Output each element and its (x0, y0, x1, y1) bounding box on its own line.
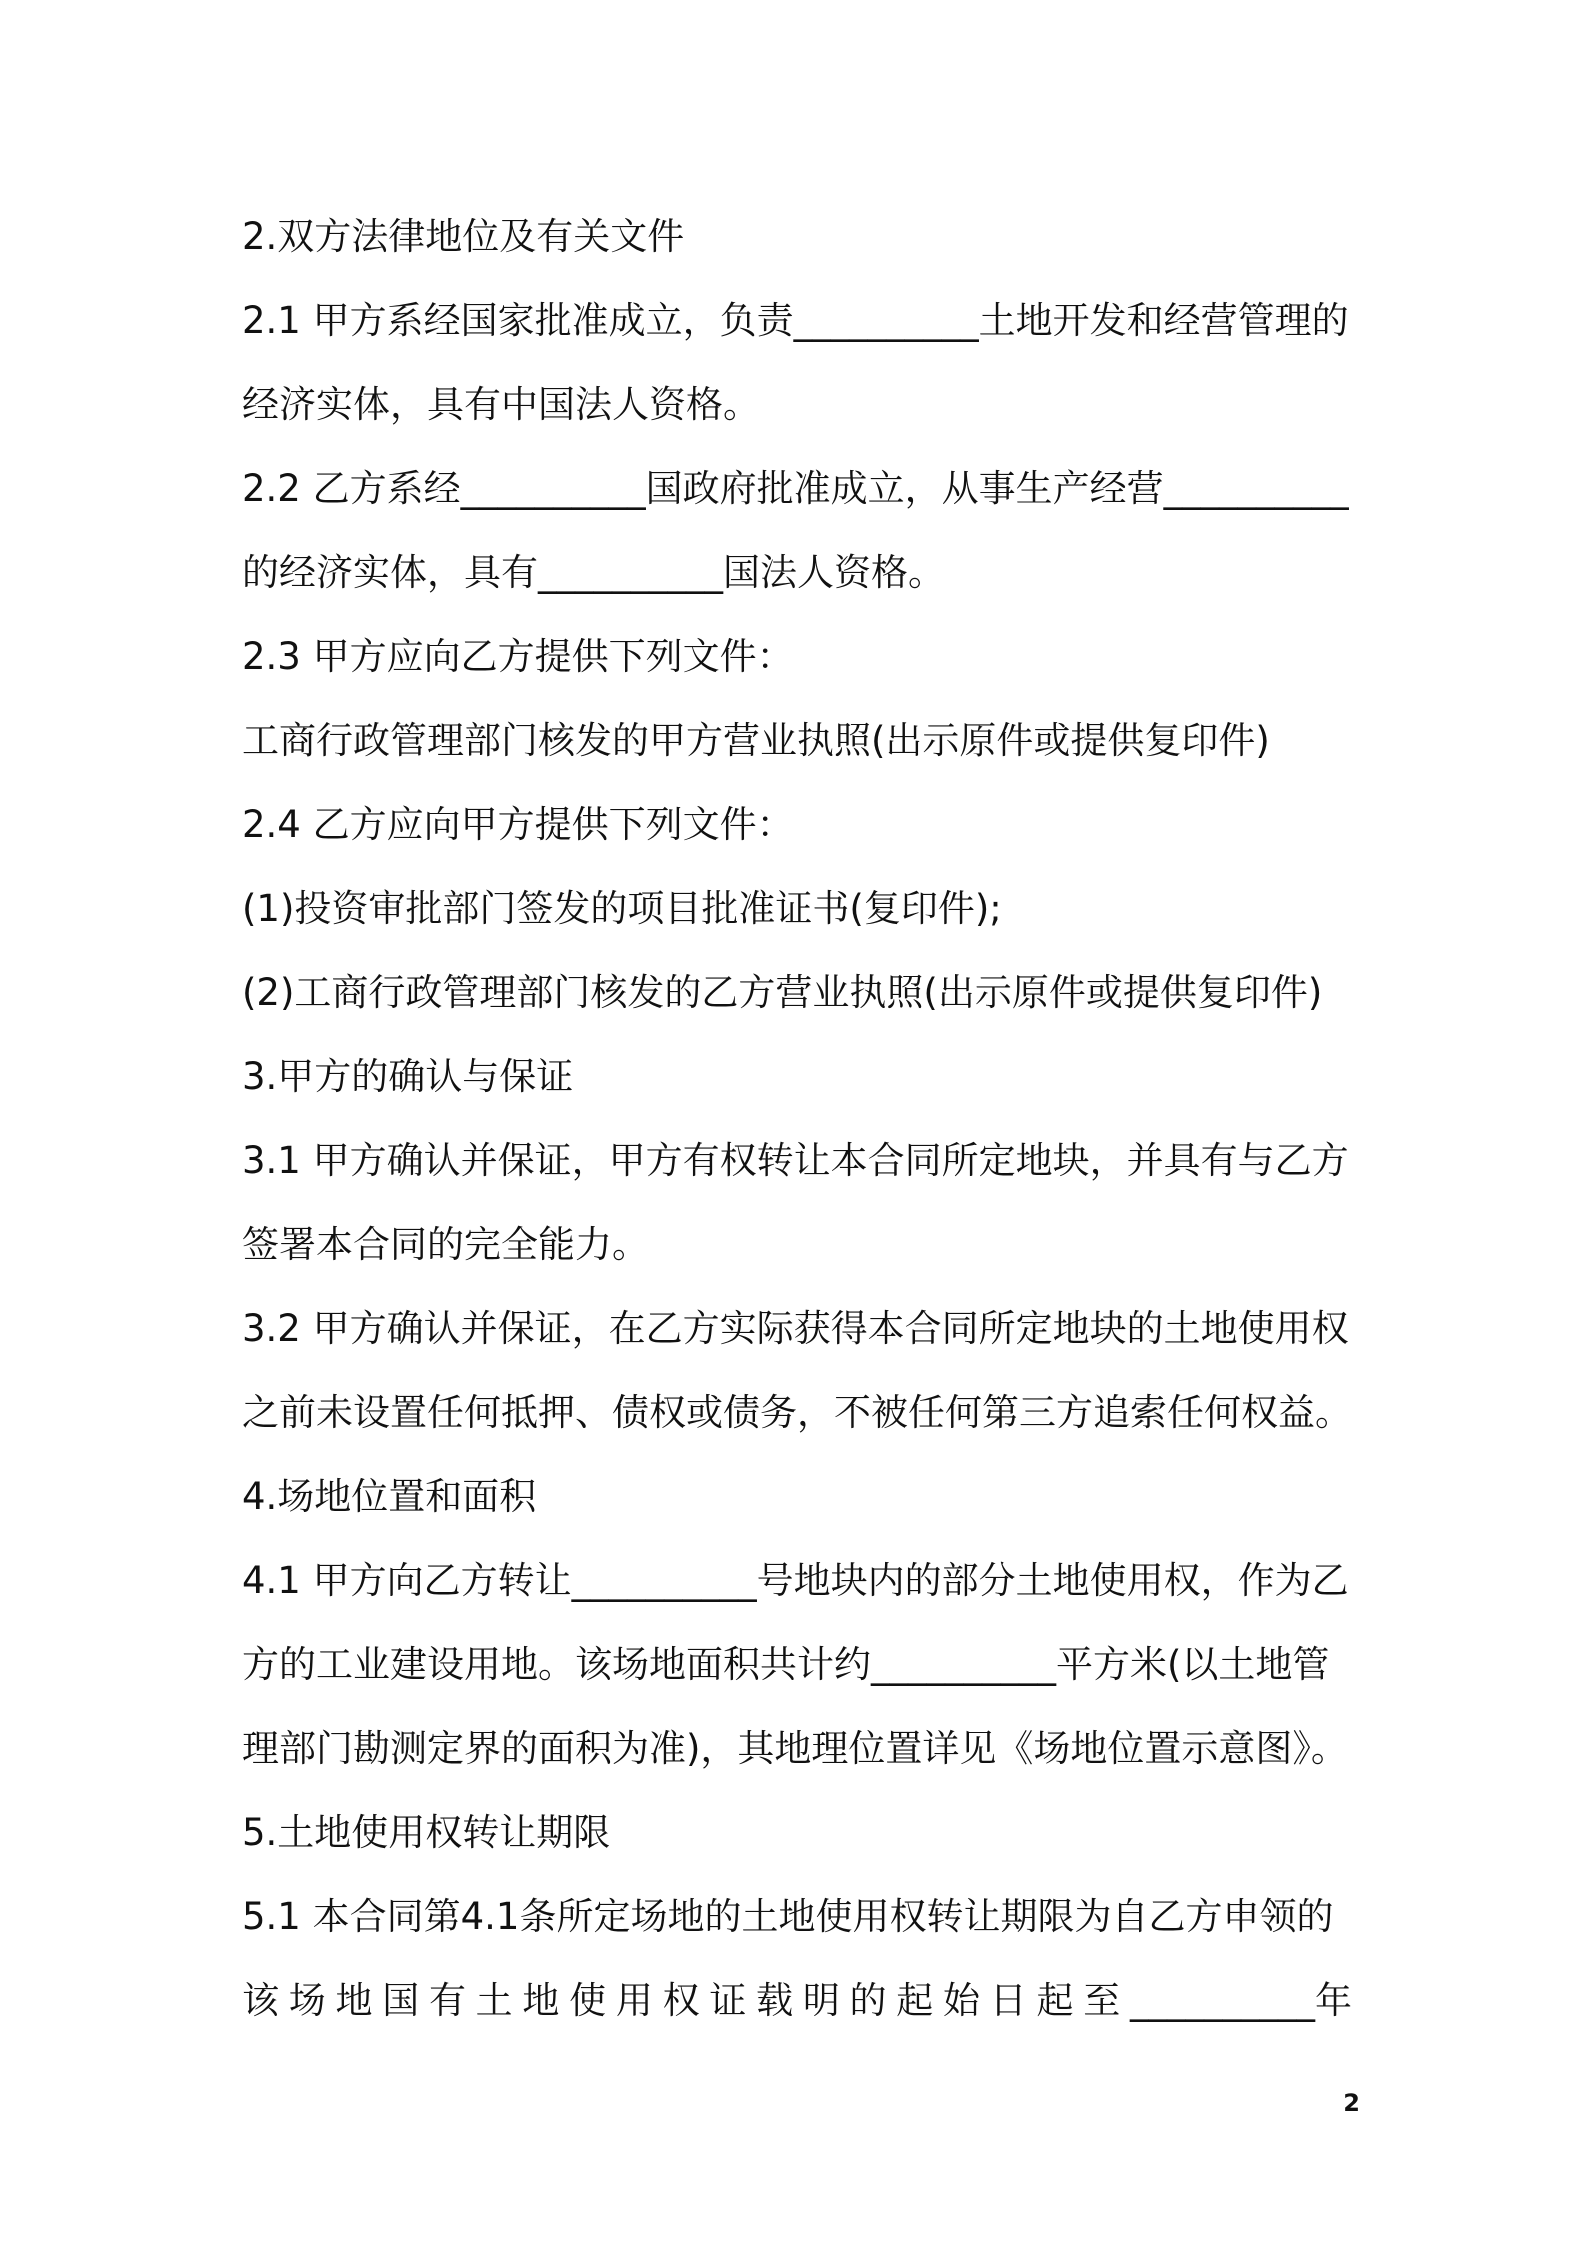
justified-word: 日 (989, 1979, 1027, 2022)
clause-2-2-line-1: 2.2 乙方系经__________国政府批准成立，从事生产经营__________ (242, 467, 1349, 510)
section-heading-4: 4.场地位置和面积 (242, 1475, 537, 1518)
justified-word: __________年 (1129, 1979, 1352, 2022)
justified-word: 有 (428, 1979, 466, 2022)
justified-word: 起 (1036, 1979, 1074, 2022)
page-number: 2 (1343, 2089, 1360, 2117)
clause-2-1-line-1: 2.1 甲方系经国家批准成立，负责__________土地开发和经营管理的 (242, 299, 1349, 342)
clause-4-1-line-2: 方的工业建设用地。该场地面积共计约__________平方米(以土地管 (242, 1643, 1330, 1686)
clause-4-1-line-3: 理部门勘测定界的面积为准)，其地理位置详见《场地位置示意图》。 (242, 1727, 1348, 1770)
justified-word: 地 (522, 1979, 560, 2022)
justified-word: 使 (569, 1979, 607, 2022)
clause-2-4-item-2: (2)工商行政管理部门核发的乙方营业执照(出示原件或提供复印件) (242, 971, 1323, 1014)
clause-2-3-document: 工商行政管理部门核发的甲方营业执照(出示原件或提供复印件) (242, 719, 1270, 762)
clause-3-1-line-1: 3.1 甲方确认并保证，甲方有权转让本合同所定地块，并具有与乙方 (242, 1139, 1349, 1182)
document-body (242, 195, 1352, 2043)
justified-word: 的 (849, 1979, 887, 2022)
justified-word: 场 (288, 1979, 326, 2022)
justified-word: 用 (615, 1979, 653, 2022)
clause-2-1-line-2: 经济实体，具有中国法人资格。 (242, 383, 760, 426)
section-heading-3: 3.甲方的确认与保证 (242, 1055, 574, 1098)
justified-word: 国 (382, 1979, 420, 2022)
justified-word: 始 (943, 1979, 981, 2022)
clause-5-1-line-1: 5.1 本合同第4.1条所定场地的土地使用权转让期限为自乙方申领的 (242, 1895, 1334, 1938)
clause-3-2-line-2: 之前未设置任何抵押、债权或债务，不被任何第三方追索任何权益。 (242, 1391, 1352, 1434)
clause-2-3: 2.3 甲方应向乙方提供下列文件： (242, 635, 794, 678)
clause-2-2-line-2: 的经济实体，具有__________国法人资格。 (242, 551, 945, 594)
justified-word: 权 (662, 1979, 700, 2022)
justified-word: 明 (802, 1979, 840, 2022)
section-heading-5: 5.土地使用权转让期限 (242, 1811, 611, 1854)
justified-word: 载 (756, 1979, 794, 2022)
justified-word: 证 (709, 1979, 747, 2022)
clause-4-1-line-1: 4.1 甲方向乙方转让__________号地块内的部分土地使用权，作为乙 (242, 1559, 1349, 1602)
clause-2-4-item-1: (1)投资审批部门签发的项目批准证书(复印件); (242, 887, 1002, 930)
justified-word: 起 (896, 1979, 934, 2022)
justified-word: 地 (335, 1979, 373, 2022)
clause-2-4: 2.4 乙方应向甲方提供下列文件： (242, 803, 794, 846)
justified-word: 至 (1083, 1979, 1121, 2022)
justified-word: 土 (475, 1979, 513, 2022)
clause-5-1-line-2 (242, 1959, 1352, 2043)
clause-3-1-line-2: 签署本合同的完全能力。 (242, 1223, 649, 1266)
clause-3-2-line-1: 3.2 甲方确认并保证，在乙方实际获得本合同所定地块的土地使用权 (242, 1307, 1349, 1350)
section-heading-2: 2.双方法律地位及有关文件 (242, 215, 685, 258)
justified-word: 该 (242, 1979, 279, 2022)
